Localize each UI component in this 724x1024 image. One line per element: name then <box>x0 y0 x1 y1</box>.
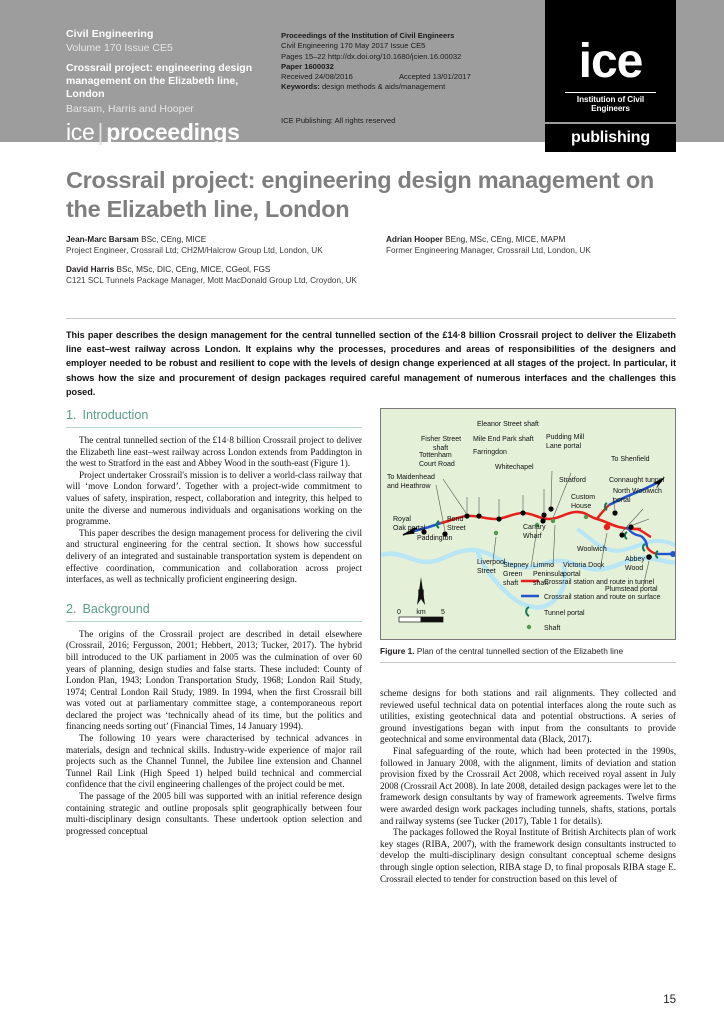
svg-text:Stratford: Stratford <box>559 477 586 484</box>
paragraph: scheme designs for both stations and rail alignments. They collected and reviewed useful technical data on potential interfaces along the route such as utilities, existing geotechnical data and potential obstructions. A series of ground investigations began with input from the consultants to provide geotechnical and some environmental data (Black, 2017). <box>380 688 676 745</box>
svg-text:Whitechapel: Whitechapel <box>495 464 534 471</box>
svg-text:shaft: shaft <box>503 580 519 587</box>
accepted-date: 13/01/2017 <box>432 72 471 82</box>
page-title: Crossrail project: engineering design management on the Elizabeth line, London <box>66 167 654 222</box>
paragraph: The passage of the 2005 bill was supported with an initial reference design containing strategic and outline proposals split geographically between four multi-disciplinary design consultants. These undertook option selection and progressed conceptual <box>66 791 362 836</box>
publication-metadata <box>281 31 536 93</box>
author-affiliation: Former Engineering Manager, Crossrail Ltd, London, UK <box>386 246 591 256</box>
meta-issue-line: Civil Engineering 170 May 2017 Issue CE5 <box>281 41 426 51</box>
author-qualifications: BSc, CEng, MICE <box>141 235 207 244</box>
svg-text:Fisher Street: Fisher Street <box>421 436 462 443</box>
author-entry <box>386 234 676 257</box>
svg-text:To Maidenhead: To Maidenhead <box>387 474 435 481</box>
svg-text:Lane portal: Lane portal <box>546 443 582 450</box>
svg-text:Street: Street <box>477 568 496 575</box>
svg-text:Paddington: Paddington <box>417 535 453 542</box>
svg-text:portal: portal <box>563 571 581 578</box>
svg-text:Eleanor Street shaft: Eleanor Street shaft <box>477 421 539 428</box>
body-column-right <box>380 688 676 885</box>
svg-text:Court Road: Court Road <box>419 461 455 468</box>
paper-label: Paper <box>281 61 303 71</box>
section-heading-introduction <box>66 408 362 427</box>
svg-text:portal: portal <box>613 497 631 504</box>
meta-pages-doi-line: Pages 15–22 http://dx.doi.org/10.1680/jcien.16.00032 <box>281 51 462 61</box>
journal-header-band <box>0 0 724 146</box>
svg-text:Green: Green <box>503 571 523 578</box>
ice-publishing-box <box>545 124 676 152</box>
svg-text:Woolwich: Woolwich <box>577 546 607 553</box>
svg-text:Peninsula: Peninsula <box>533 571 564 578</box>
svg-text:Mile End Park shaft: Mile End Park shaft <box>473 436 534 443</box>
ice-wordmark: ice <box>66 119 95 145</box>
author-qualifications: BSc, MSc, DIC, CEng, MICE, CGeol, FGS <box>116 264 271 274</box>
meta-paper-line <box>281 62 536 72</box>
svg-text:shaft: shaft <box>433 445 449 452</box>
author-qualifications: BEng, MSc, CEng, MICE, MAPM <box>445 235 566 244</box>
copyright-notice: ICE Publishing: All rights reserved <box>281 116 396 125</box>
running-authors: Barsam, Harris and Hooper <box>66 103 194 115</box>
map-image <box>380 408 676 640</box>
journal-name: Civil Engineering <box>66 28 154 40</box>
svg-text:Abbey: Abbey <box>625 556 645 563</box>
figure-1 <box>380 408 676 663</box>
author-name: David Harris <box>66 264 115 274</box>
author-entry <box>66 264 366 287</box>
svg-text:Pudding Mill: Pudding Mill <box>546 434 585 441</box>
meta-dates-line <box>281 72 536 82</box>
svg-text:Shaft: Shaft <box>544 625 561 632</box>
body-column-left <box>66 408 362 837</box>
received-label: Received <box>281 72 313 82</box>
running-title: Crossrail project: engineering design management on the Elizabeth line, London <box>66 62 253 100</box>
author-entry <box>66 234 366 257</box>
svg-text:and Heathrow: and Heathrow <box>387 483 431 490</box>
figure-label: Figure 1. <box>380 646 415 656</box>
proceedings-wordmark: proceedings <box>106 119 240 145</box>
svg-text:Wharf: Wharf <box>523 533 542 540</box>
abstract-text: This paper describes the design management for the central tunnelled section of the £14·8 billion Crossrail project to deliver the Elizabeth line east–west railway across London. It explains why the processes, procedures and areas of responsibilities of the designers and employer needed to be robust and resilient to cope with the levels of design change experienced at all stages of the project. In particular, it shows how the size and procurement of design packages required careful management of numerous interfaces and the challenges this posed. <box>66 330 676 397</box>
figure-caption-text: Plan of the central tunnelled section of the Elizabeth line <box>416 646 624 656</box>
paragraph: The packages followed the Royal Institute of British Architects plan of work key stages (RIBA, 2007), with the framework design consultants instructed to develop the multi-disciplinary design consultant conceptual scheme designs through single option selection, RIBA stage D, to final proposals RIBA stage E. Crossrail elected to tender for construction based on this level of <box>380 827 676 884</box>
svg-text:0: 0 <box>397 609 401 616</box>
keywords-value: design methods & aids/management <box>321 82 446 92</box>
ice-proceedings-logo <box>66 119 266 145</box>
author-name: Jean-Marc Barsam <box>66 235 139 244</box>
page-number: 15 <box>663 994 676 1006</box>
paper-number: 1600032 <box>304 61 334 71</box>
author-column-right <box>386 234 676 264</box>
section-number: 2. <box>66 601 77 616</box>
paragraph: The central tunnelled section of the £14·8 billion Crossrail project to deliver the Elizabeth line east–west railway across London extends from Paddington in the west to Stratford in the east and Abbey Wood in the south-east (Figure 1). <box>66 435 362 469</box>
received-date: 24/08/2016 <box>314 72 353 82</box>
svg-text:Crossrail station and route on: Crossrail station and route on surface <box>544 594 661 601</box>
section-rule <box>66 621 362 622</box>
journal-brand-block <box>66 28 266 145</box>
accepted-label: Accepted <box>398 72 431 82</box>
map-graphic <box>381 409 675 639</box>
svg-text:Victoria Dock: Victoria Dock <box>563 562 605 569</box>
svg-text:Limmo: Limmo <box>533 562 555 569</box>
svg-text:To Shenfield: To Shenfield <box>611 456 650 463</box>
ice-publishing-label: publishing <box>571 129 650 146</box>
svg-text:Stepney: Stepney <box>503 562 529 569</box>
section-heading-background <box>66 602 362 621</box>
svg-text:Royal: Royal <box>393 516 411 523</box>
svg-text:Tottenham: Tottenham <box>419 452 452 459</box>
author-affiliation: Project Engineer, Crossrail Ltd; CH2M/Halcrow Group Ltd, London, UK <box>66 246 323 256</box>
paragraph: The origins of the Crossrail project are described in detail elsewhere (Crossrail, 2016; Fergusson, 2001; Hebbert, 2013; Tucker, 2017). The hybrid bill introduced to the UK parliament in 2005 was the culmination of over 60 years of planning, design studies and false starts. These included: County of London Plan, 1943; London Transportation Study, 1968; London Rail Study, 1974; Central London Rail Study, 1989. In 1994, when the first Crossrail bill was voted out at parliamentary committee stage, a contemporaneous report declared the project was ‘technically ahead of its time, but the politics and financing needs sorting out’ (Financial Times, 14 January 1994). <box>66 628 362 732</box>
svg-text:Connaught tunnel: Connaught tunnel <box>609 477 665 484</box>
svg-text:Street: Street <box>447 525 466 532</box>
svg-text:Tunnel portal: Tunnel portal <box>544 610 585 617</box>
svg-text:Canary: Canary <box>523 524 546 531</box>
svg-text:Crossrail station and route in: Crossrail station and route in tunnel <box>544 579 655 586</box>
journal-volume: Volume 170 Issue CE5 <box>66 42 173 54</box>
svg-text:Plumstead portal: Plumstead portal <box>605 586 658 593</box>
meta-keywords-line <box>281 82 536 92</box>
divider-above-abstract <box>66 318 676 319</box>
paragraph: Final safeguarding of the route, which had been protected in the 1990s, followed in January 2008, with the alignment, limits of deviation and station provision fixed by the Crossrail Act 2008, which received royal assent in July 2008 (Crossrail Act 2008). In late 2008, detailed design packages were let to the framework design consultants by way of framework agreements. Twelve firms were awarded design work packages including tunnels, shafts, stations, portals and railway systems (see Tucker (2017), Table 1 for details). <box>380 745 676 826</box>
keywords-label: Keywords: <box>281 82 320 92</box>
section-rule <box>66 427 362 428</box>
section-title: Introduction <box>82 408 149 422</box>
logo-divider: | <box>97 119 104 145</box>
svg-text:House: House <box>571 503 592 510</box>
svg-text:Custom: Custom <box>571 494 596 501</box>
svg-text:shaft: shaft <box>533 580 549 587</box>
paragraph: Project undertaker Crossrail's mission is to deliver a world-class railway that will ‘move London forward’. Together with a project-wide commitment to values of safety, inspiration, respect, collaboration and integrity, this helped to unite the diverse and numerous individuals and organisations working on the programme. <box>66 469 362 527</box>
ice-logo-mark: ice <box>578 35 643 88</box>
author-name: Adrian Hooper <box>386 235 443 244</box>
figure-caption <box>380 646 676 657</box>
section-title: Background <box>82 601 150 616</box>
ice-logo-box <box>545 0 676 122</box>
svg-text:N: N <box>417 588 425 598</box>
svg-text:5: 5 <box>441 609 445 616</box>
svg-text:Farringdon: Farringdon <box>473 449 507 456</box>
svg-text:Wood: Wood <box>625 565 644 572</box>
section-number: 1. <box>66 408 77 422</box>
svg-text:Liverpool: Liverpool <box>477 559 506 566</box>
svg-text:km: km <box>416 609 426 616</box>
divider-below-figure <box>380 662 676 663</box>
paragraph: This paper describes the design management process for delivering the civil and structural engineering for the central section. It shows how successful delivery of an integrated and sustainable transportation system is dependent on effective coordination, communication and collaboration across project interfaces, as well as technically proficient engineering design. <box>66 527 362 585</box>
meta-proceedings-line: Proceedings of the Institution of Civil Engineers <box>281 31 455 40</box>
svg-text:Bond: Bond <box>447 516 464 523</box>
paragraph: The following 10 years were characterised by technical advances in materials, design and technical skills. Industry-wide experience of major rail projects such as the Channel Tunnel, the Jubilee line extension and Channel Tunnel Rail Link (High Speed 1) helped build technical and commercial confidence that the civil engineering challenges of the project could be met. <box>66 733 362 790</box>
svg-text:Oak portal: Oak portal <box>393 525 426 532</box>
svg-text:North Woolwich: North Woolwich <box>613 488 662 495</box>
author-affiliation: C121 SCL Tunnels Package Manager, Mott MacDonald Group Ltd, Croydon, UK <box>66 276 357 286</box>
author-column-left <box>66 234 366 294</box>
ice-logo-strapline: Institution of Civil Engineers <box>565 92 656 113</box>
